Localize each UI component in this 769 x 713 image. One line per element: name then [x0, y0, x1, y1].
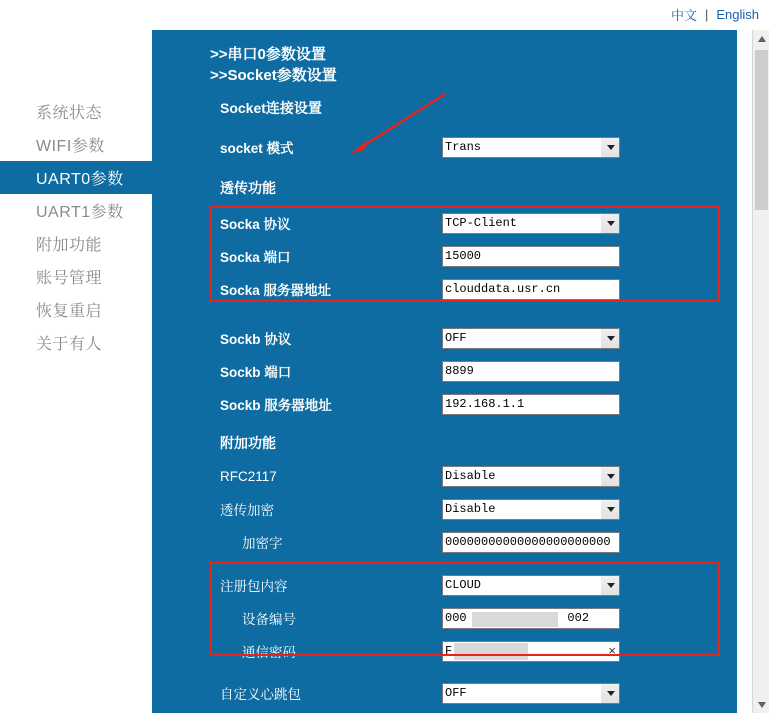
row-sockb-protocol [152, 323, 737, 353]
field-trans-encryption [442, 499, 620, 520]
section-title-trans: 透传功能 [220, 180, 276, 196]
row-socka-protocol [152, 208, 737, 238]
scrollbar-thumb[interactable] [755, 50, 768, 210]
sidebar-item-restore-reboot[interactable]: 恢复重启 [36, 303, 103, 320]
select-wrap-custom-heartbeat [442, 683, 620, 704]
row-socket-mode [152, 132, 737, 162]
label-trans-encryption: 透传加密 [220, 503, 274, 518]
label-sockb-protocol: Sockb 协议 [220, 332, 292, 347]
label-registration-packet: 注册包内容 [220, 579, 288, 594]
select-trans-encryption[interactable] [442, 499, 620, 520]
sidebar-item-account-management[interactable]: 账号管理 [36, 270, 103, 287]
select-wrap-socket-mode [442, 137, 620, 158]
select-wrap-registration-packet [442, 575, 620, 596]
main-panel [152, 30, 737, 713]
sidebar-item-uart1-params[interactable]: UART1参数 [36, 204, 124, 221]
redaction-mask-comm-password [454, 643, 528, 660]
row-registration-packet [152, 570, 737, 600]
scroll-down-button[interactable] [753, 696, 769, 713]
label-encryption-key: 加密字 [242, 536, 283, 551]
language-chinese-link[interactable]: 中文 [670, 7, 697, 23]
select-wrap-rfc2117 [442, 466, 620, 487]
field-socka-address [442, 279, 620, 300]
row-socka-address [152, 274, 737, 304]
field-socka-protocol [442, 213, 620, 234]
sidebar-item-wifi-params[interactable]: WIFI参数 [36, 138, 105, 155]
redaction-mask-device-id [472, 612, 558, 627]
clear-icon[interactable]: × [608, 642, 616, 658]
field-device-id [442, 608, 620, 629]
row-socka-port [152, 241, 737, 271]
field-registration-packet [442, 575, 620, 596]
row-comm-password [152, 636, 737, 666]
language-separator: | [704, 6, 709, 22]
select-wrap-trans-encryption [442, 499, 620, 520]
field-sockb-protocol [442, 328, 620, 349]
select-registration-packet[interactable] [442, 575, 620, 596]
input-socka-port[interactable] [442, 246, 620, 267]
section-title-socket-connection: Socket连接设置 [220, 100, 322, 116]
label-socket-mode: socket 模式 [220, 141, 294, 156]
scroll-up-arrow-icon [758, 36, 766, 42]
row-custom-heartbeat [152, 678, 737, 708]
label-sockb-address: Sockb 服务器地址 [220, 398, 332, 413]
label-custom-heartbeat: 自定义心跳包 [220, 687, 301, 702]
sidebar-item-about[interactable]: 关于有人 [36, 336, 103, 353]
sidebar-item-system-status[interactable]: 系统状态 [36, 105, 103, 122]
label-sockb-port: Sockb 端口 [220, 365, 292, 380]
select-socket-mode[interactable] [442, 137, 620, 158]
sidebar [0, 95, 152, 359]
field-encryption-key [442, 532, 620, 553]
scroll-up-button[interactable] [753, 30, 769, 47]
language-bar [671, 0, 759, 28]
select-custom-heartbeat[interactable] [442, 683, 620, 704]
label-comm-password: 通信密码 [242, 645, 296, 660]
breadcrumb-uart0[interactable]: >>串口0参数设置 [210, 46, 326, 63]
input-encryption-key[interactable] [442, 532, 620, 553]
label-device-id: 设备编号 [242, 612, 296, 627]
select-sockb-protocol[interactable] [442, 328, 620, 349]
input-sockb-address[interactable] [442, 394, 620, 415]
row-encryption-key [152, 527, 737, 557]
field-rfc2117 [442, 466, 620, 487]
select-socka-protocol[interactable] [442, 213, 620, 234]
label-socka-address: Socka 服务器地址 [220, 283, 332, 298]
row-rfc2117 [152, 461, 737, 491]
input-socka-address[interactable] [442, 279, 620, 300]
label-socka-protocol: Socka 协议 [220, 217, 291, 232]
select-rfc2117[interactable] [442, 466, 620, 487]
sidebar-item-extra-functions[interactable]: 附加功能 [36, 237, 103, 254]
field-sockb-port [442, 361, 620, 382]
vertical-scrollbar[interactable] [752, 30, 769, 713]
sidebar-item-uart0-params[interactable]: UART0参数 [0, 161, 152, 194]
field-sockb-address [442, 394, 620, 415]
label-socka-port: Socka 端口 [220, 250, 291, 265]
field-socket-mode [442, 137, 620, 158]
breadcrumb-socket[interactable]: >>Socket参数设置 [210, 67, 337, 84]
input-sockb-port[interactable] [442, 361, 620, 382]
field-socka-port [442, 246, 620, 267]
row-sockb-port [152, 356, 737, 386]
field-comm-password [442, 641, 620, 662]
row-trans-encryption [152, 494, 737, 524]
row-device-id [152, 603, 737, 633]
select-wrap-socka-protocol [442, 213, 620, 234]
row-sockb-address [152, 389, 737, 419]
label-rfc2117: RFC2117 [220, 468, 277, 484]
field-custom-heartbeat [442, 683, 620, 704]
language-english-link[interactable]: English [716, 6, 759, 22]
section-title-extra: 附加功能 [220, 435, 276, 451]
select-wrap-sockb-protocol [442, 328, 620, 349]
scroll-down-arrow-icon [758, 702, 766, 708]
breadcrumb [152, 30, 737, 86]
